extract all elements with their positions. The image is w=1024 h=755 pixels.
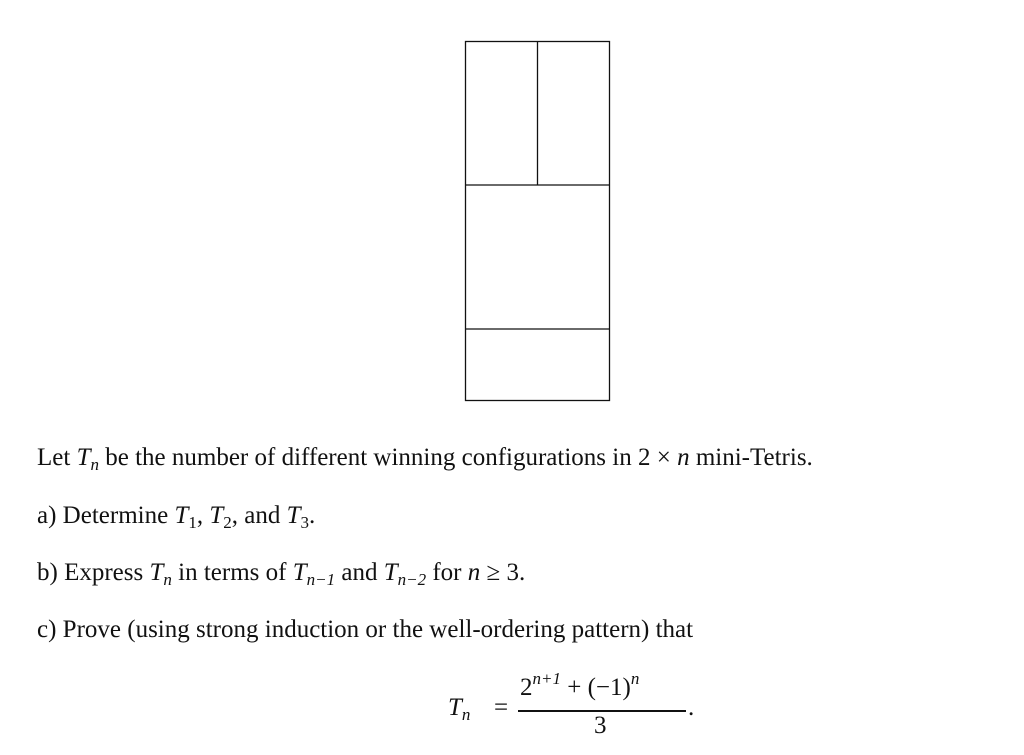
closed-form-formula bbox=[448, 669, 708, 744]
problem-intro: Let $T_n$ be the number of different winning configurations in 2 × n mini-Tetris. bbox=[37, 444, 813, 474]
formula-numerator: $2^{n+1} + (-1)^n$ bbox=[520, 669, 640, 701]
part-a: a) Determine $T_1$, $T_2$, and $T_3$. bbox=[37, 502, 316, 532]
part-c: c) Prove (using strong induction or the well-ordering pattern) that bbox=[37, 616, 694, 643]
formula-equals: = bbox=[494, 694, 509, 721]
formula-period: . bbox=[688, 694, 695, 721]
formula-denominator: 3 bbox=[594, 712, 607, 739]
formula-lhs: $T_n$ bbox=[448, 694, 471, 724]
part-b: b) Express $T_n$ in terms of $T_{n-1}$ and $T_{n-2}$ for n ≥ 3. bbox=[37, 559, 526, 589]
